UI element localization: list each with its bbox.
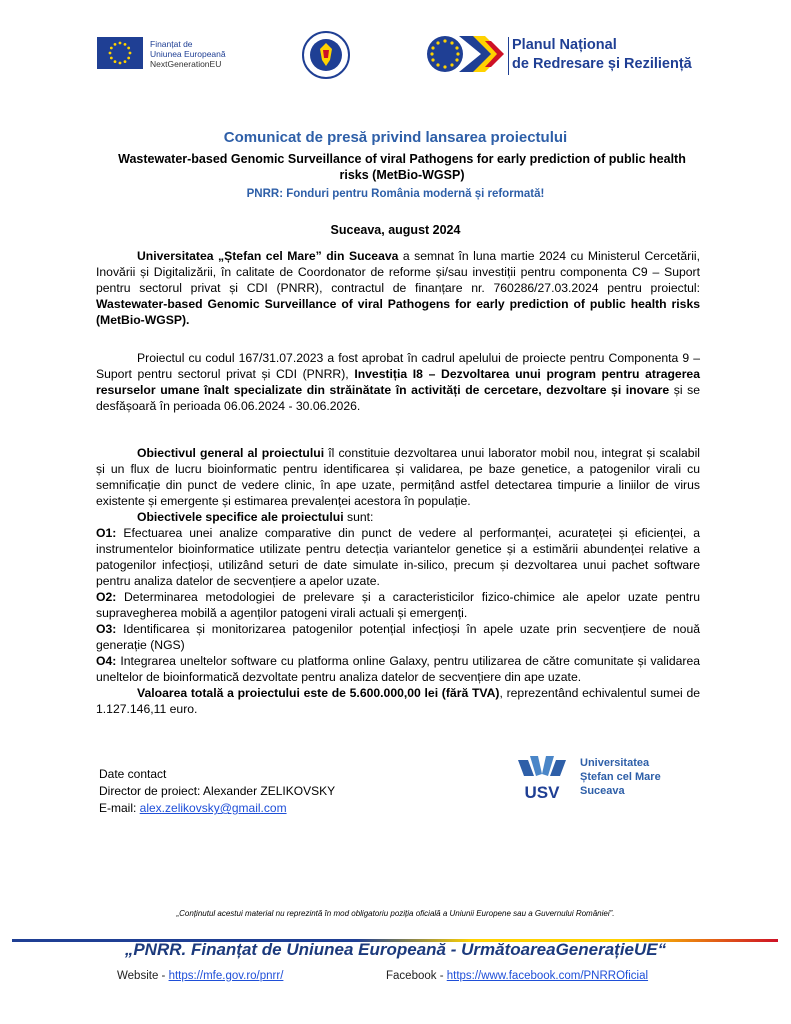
eu-funding-label: Finanțat de Uniunea Europeană NextGenerationEU	[150, 39, 226, 69]
government-seal-icon	[302, 30, 350, 80]
pnrr-logo-label: Planul Național de Redresare și Reziliență	[512, 37, 692, 72]
pnrr-logo-icon	[425, 31, 505, 77]
eu-star-icon	[129, 52, 132, 55]
project-director: Director de proiect: Alexander ZELIKOVSKY	[99, 784, 336, 798]
project-value: Valoarea totală a proiectului este de 5.600.000,00 lei (fără TVA), reprezentând echivalentul sumei de 1.127.146,11 euro.	[96, 686, 701, 716]
facebook-link[interactable]: https://www.facebook.com/PNRROficial	[446, 970, 649, 982]
dateline: Suceava, august 2024	[330, 223, 461, 237]
footer-website: Website - https://mfe.gov.ro/pnrr/	[117, 970, 284, 982]
objective-o1: O1: Efectuarea unei analize comparative din punct de vedere al performanței, acurateței și eficienței, a instrumentelor bioinformatice utilizate pentru detecția variantelor genetice și a estimării abundenței relative a patogenilor infecțioși, utilizând seturi de date simulate in-silico, precum și dezvoltarea unui pachet software pentru analiza datelor de secvențiere a apelor uzate.	[96, 526, 700, 588]
eu-star-icon	[110, 47, 113, 50]
tricolor-divider	[12, 929, 778, 932]
svg-text:USV: USV	[524, 783, 560, 802]
eu-star-icon	[114, 60, 117, 63]
usv-logo-label: Universitatea Ștefan cel Mare Suceava	[580, 757, 661, 797]
paragraph-contract: Universitatea „Ștefan cel Mare” din Suceava a semnat în luna martie 2024 cu Ministerul Cercetării, Inovării și Digitalizării, în calitate de Coordonator de reforme și/sau investiții pentru componenta C9 – Suport pentru sectorul privat și CDI (PNRR), contractul de finanțare nr. 760286/27.03.2024 pentru proiectul: Wastewater-based Genomic Surveillance of viral Pathogens for early prediction of public health risks (MetBio-WGSP).	[96, 249, 701, 327]
eu-star-icon	[119, 62, 122, 65]
eu-star-icon	[119, 42, 122, 45]
eu-flag-logo	[97, 37, 143, 69]
disclaimer: „Conținutul acestui material nu reprezintă în mod obligatoriu poziția oficială a Uniunii Europene sau a Guvernului României”.	[176, 909, 615, 918]
objective-o4: O4: Integrarea uneltelor software cu platforma online Galaxy, pentru utilizarea de către comunitate și validarea uneltelor de bioinformatică dezvoltate pentru analiza datelor de secvențiere din ape uzate.	[96, 654, 700, 684]
contact-heading: Date contact	[99, 767, 167, 781]
objective-o2: O2: Determinarea metodologiei de prelevare și a caracteristicilor fizico-chimice ale apelor uzate pentru supravegherea mobilă a agenților patogeni virali actuali și emergenți.	[96, 590, 700, 620]
footer-title: „PNRR. Finanțat de Uniunea Europeană - UrmătoareaGenerațieUE“	[124, 940, 667, 959]
eu-star-icon	[109, 52, 112, 55]
page-title: Comunicat de presă privind lansarea proiectului	[223, 129, 568, 146]
email-link[interactable]: alex.zelikovsky@gmail.com	[139, 801, 287, 815]
project-title: Wastewater-based Genomic Surveillance of viral Pathogens for early prediction of public health risks (MetBio-WGSP)	[118, 152, 686, 182]
website-link[interactable]: https://mfe.gov.ro/pnrr/	[168, 970, 284, 982]
pnrr-logo-divider	[508, 37, 509, 75]
eu-star-icon	[114, 43, 117, 46]
footer-facebook: Facebook - https://www.facebook.com/PNRROficial	[386, 970, 649, 982]
paragraph-objectives: Obiectivul general al proiectului îl constituie dezvoltarea unui laborator mobil nou, integrat și scalabil și un flux de lucru bioinformatic pentru identificarea și validarea, pe baze genetice, a patogenilor virali cu semnificație din punct de vedere clinic, în ape uzate, permițând astfel detectarea timpurie a liniilor de virus existente și emergente și estimarea prevalenței acestora în populație. Obiectivele specifice ale proiectului sunt: O1: Efectuarea unei analize comparative din punct de vedere al performanței, acurateței și eficienței, a instrumentelor bioinformatice utilizate pentru detecția variantelor genetice și a estimării abundenței relative a patogenilor infecțioși, utilizând seturi de date simulate in-silico, precum și dezvoltarea unui pachet software pentru analiza datelor de secvențiere a apelor uzate. O2: Determinarea metodologiei de prelevare și a caracteristicilor fizico-chimice ale apelor uzate pentru supravegherea mobilă a agenților patogeni virali actuali și emergenți. O3: Identificarea și monitorizarea patogenilor potențial infecțioși în apele uzate prin secvențiere de nouă generație (NGS) O4: Integrarea uneltelor software cu platforma online Galaxy, pentru utilizarea de către comunitate și validarea uneltelor de bioinformatică dezvoltate pentru analiza datelor de secvențiere din ape uzate. Valoarea totală a proiectului este de 5.600.000,00 lei (fără TVA), reprezentând echivalentul sumei de 1.127.146,11 euro.	[96, 446, 701, 716]
eu-star-icon	[124, 60, 127, 63]
objective-o3: O3: Identificarea și monitorizarea patogenilor potențial infecțioși în apele uzate prin secvențiere de nouă generație (NGS)	[96, 622, 700, 652]
usv-logo-icon	[514, 754, 570, 802]
pnrr-slogan: PNRR: Fonduri pentru România modernă și reformată!	[246, 188, 545, 200]
eu-star-icon	[127, 47, 130, 50]
paragraph-approval: Proiectul cu codul 167/31.07.2023 a fost aprobat în cadrul apelului de proiecte pentru Componenta 9 – Suport pentru sectorul privat și CDI (PNRR), Investiția I8 – Dezvoltarea unui program pentru atragerea resurselor umane înalt specializate din străinătate în activități de cercetare, dezvoltare și inovare și se desfășoară în perioada 06.06.2024 - 30.06.2026.	[96, 351, 700, 413]
contact-block: Date contact Director de proiect: Alexander ZELIKOVSKY E-mail: alex.zelikovsky@gmail.com	[99, 767, 336, 815]
eu-star-icon	[124, 43, 127, 46]
eu-star-icon	[127, 57, 130, 60]
eu-star-icon	[110, 57, 113, 60]
